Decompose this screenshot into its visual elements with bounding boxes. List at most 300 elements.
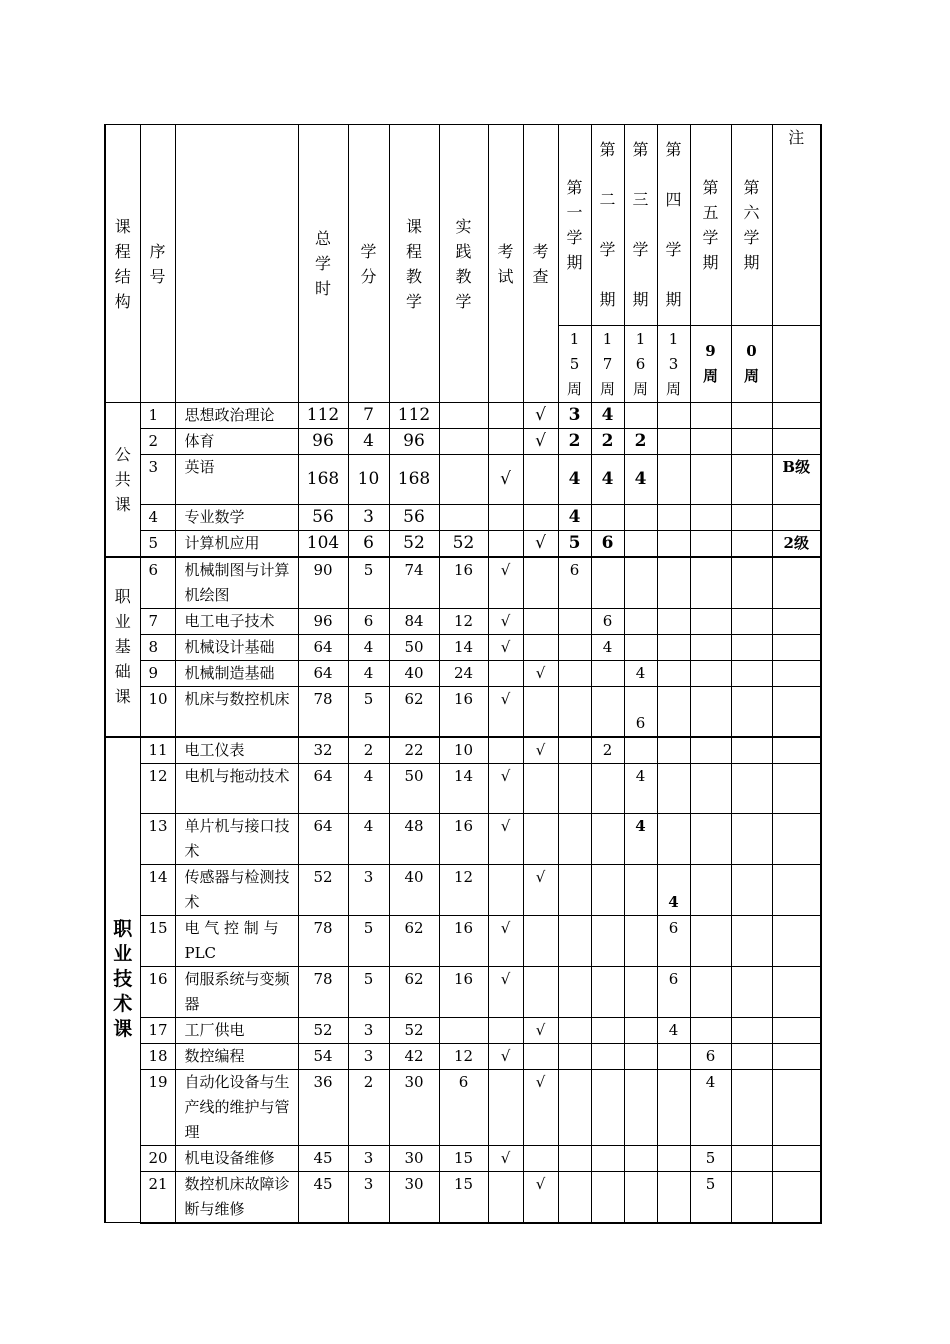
value-cell-s6 (731, 763, 772, 813)
table-row (105, 687, 821, 737)
header-note-text: 注 (788, 128, 805, 147)
value-cell-s3 (624, 403, 657, 429)
assessment-mark (523, 966, 558, 1017)
value-cell-total: 64 (298, 813, 348, 864)
exam-mark (488, 737, 523, 764)
weeks-sem2-text: 17周 (599, 329, 615, 398)
course-name: 电机与拖动技术 (175, 763, 298, 813)
value-cell-s3 (624, 557, 657, 609)
value-cell-s2 (591, 1069, 624, 1145)
value-cell-s5 (690, 737, 731, 764)
value-cell-course: 42 (389, 1043, 439, 1069)
value-cell-s3: 6 (624, 687, 657, 737)
exam-mark: √ (488, 635, 523, 661)
value-cell-credit: 3 (348, 505, 389, 531)
value-cell-s3 (624, 966, 657, 1017)
value-cell-s3: 4 (624, 813, 657, 864)
note-cell (772, 1171, 821, 1223)
header-exam (488, 125, 523, 403)
group-label-text: 公共课 (114, 445, 131, 514)
note-cell (772, 609, 821, 635)
assessment-mark: √ (523, 1017, 558, 1043)
table-row (105, 531, 821, 558)
value-cell-s1: 4 (558, 505, 591, 531)
value-cell-practice: 14 (439, 763, 488, 813)
value-cell-credit: 4 (348, 429, 389, 455)
value-cell-credit: 5 (348, 687, 389, 737)
assessment-mark: √ (523, 429, 558, 455)
assessment-mark (523, 687, 558, 737)
row-number: 11 (140, 737, 175, 764)
course-name: 专业数学 (175, 505, 298, 531)
course-name: 数控机床故障诊断与维修 (175, 1171, 298, 1223)
value-cell-practice: 15 (439, 1171, 488, 1223)
header-course-teaching (389, 125, 439, 403)
course-name: 体育 (175, 429, 298, 455)
value-cell-course: 62 (389, 915, 439, 966)
value-cell-s4 (657, 557, 690, 609)
note-cell (772, 1069, 821, 1145)
value-cell-s2 (591, 813, 624, 864)
table-row (105, 557, 821, 609)
value-cell-practice: 6 (439, 1069, 488, 1145)
note-cell (772, 864, 821, 915)
course-name: 机械设计基础 (175, 635, 298, 661)
table-row (105, 1069, 821, 1145)
table-row (105, 915, 821, 966)
value-cell-s3 (624, 864, 657, 915)
value-cell-s5: 6 (690, 1043, 731, 1069)
header-sem4-text: 第四学期 (665, 140, 682, 309)
value-cell-s1 (558, 915, 591, 966)
curriculum-body (105, 403, 821, 1223)
assessment-mark (523, 1145, 558, 1171)
value-cell-s1 (558, 609, 591, 635)
value-cell-s4 (657, 1069, 690, 1145)
row-number: 2 (140, 429, 175, 455)
value-cell-total: 45 (298, 1145, 348, 1171)
header-sem3 (624, 125, 657, 326)
value-cell-credit: 2 (348, 737, 389, 764)
table-row (105, 813, 821, 864)
value-cell-s2 (591, 915, 624, 966)
value-cell-total: 32 (298, 737, 348, 764)
value-cell-credit: 3 (348, 1171, 389, 1223)
value-cell-total: 104 (298, 531, 348, 558)
value-cell-s1 (558, 737, 591, 764)
header-row (105, 125, 821, 326)
value-cell-s2 (591, 864, 624, 915)
value-cell-s6 (731, 505, 772, 531)
value-cell-credit: 3 (348, 1145, 389, 1171)
value-cell-s4: 4 (657, 864, 690, 915)
table-row (105, 864, 821, 915)
value-cell-s3 (624, 635, 657, 661)
header-course-teaching-text: 课程教学 (405, 216, 422, 311)
value-cell-s6 (731, 1017, 772, 1043)
value-cell-practice (439, 429, 488, 455)
exam-mark: √ (488, 1043, 523, 1069)
value-cell-practice: 52 (439, 531, 488, 558)
assessment-mark (523, 915, 558, 966)
header-sem6-text: 第六学期 (743, 178, 760, 272)
weeks-sem6 (731, 326, 772, 403)
note-cell (772, 687, 821, 737)
value-cell-course: 74 (389, 557, 439, 609)
value-cell-course: 50 (389, 635, 439, 661)
value-cell-s2 (591, 505, 624, 531)
course-name: 机械制造基础 (175, 661, 298, 687)
value-cell-s2: 6 (591, 531, 624, 558)
weeks-sem5 (690, 326, 731, 403)
header-note (772, 125, 821, 326)
exam-mark (488, 1171, 523, 1223)
value-cell-course: 84 (389, 609, 439, 635)
row-number: 8 (140, 635, 175, 661)
value-cell-s5 (690, 455, 731, 505)
value-cell-s5 (690, 1017, 731, 1043)
value-cell-course: 62 (389, 966, 439, 1017)
exam-mark (488, 429, 523, 455)
value-cell-s4 (657, 687, 690, 737)
value-cell-s6 (731, 455, 772, 505)
value-cell-s5 (690, 403, 731, 429)
value-cell-s6 (731, 1145, 772, 1171)
course-name: 电工电子技术 (175, 609, 298, 635)
value-cell-practice: 12 (439, 1043, 488, 1069)
value-cell-s5 (690, 505, 731, 531)
note-cell (772, 1145, 821, 1171)
course-name: 电工仪表 (175, 737, 298, 764)
value-cell-s5: 5 (690, 1171, 731, 1223)
row-number: 9 (140, 661, 175, 687)
value-cell-s5 (690, 661, 731, 687)
value-cell-s4 (657, 813, 690, 864)
exam-mark: √ (488, 687, 523, 737)
exam-mark (488, 1017, 523, 1043)
value-cell-total: 78 (298, 966, 348, 1017)
assessment-mark: √ (523, 1069, 558, 1145)
header-sem2-text: 第二学期 (599, 140, 616, 309)
value-cell-s5: 4 (690, 1069, 731, 1145)
exam-mark (488, 864, 523, 915)
weeks-sem3-text: 16周 (632, 329, 648, 398)
value-cell-total: 64 (298, 661, 348, 687)
assessment-mark (523, 505, 558, 531)
value-cell-credit: 4 (348, 763, 389, 813)
value-cell-s2 (591, 1043, 624, 1069)
header-structure-text: 课程结构 (114, 216, 131, 311)
assessment-mark: √ (523, 864, 558, 915)
value-cell-s3 (624, 1043, 657, 1069)
row-number: 21 (140, 1171, 175, 1223)
value-cell-s6 (731, 1043, 772, 1069)
value-cell-s2 (591, 661, 624, 687)
value-cell-s4 (657, 403, 690, 429)
value-cell-practice: 16 (439, 557, 488, 609)
value-cell-credit: 2 (348, 1069, 389, 1145)
value-cell-s4: 6 (657, 966, 690, 1017)
value-cell-course: 40 (389, 864, 439, 915)
curriculum-table-sheet (104, 124, 820, 1224)
row-number: 5 (140, 531, 175, 558)
course-name: 传感器与检测技术 (175, 864, 298, 915)
row-number: 7 (140, 609, 175, 635)
course-name: 思想政治理论 (175, 403, 298, 429)
course-name: 机床与数控机床 (175, 687, 298, 737)
table-row (105, 455, 821, 505)
exam-mark: √ (488, 557, 523, 609)
course-name: 英语 (175, 455, 298, 505)
header-credits (348, 125, 389, 403)
value-cell-credit: 10 (348, 455, 389, 505)
value-cell-s2: 4 (591, 455, 624, 505)
value-cell-s1 (558, 1043, 591, 1069)
row-number: 1 (140, 403, 175, 429)
table-row (105, 1017, 821, 1043)
value-cell-credit: 6 (348, 609, 389, 635)
table-row (105, 763, 821, 813)
value-cell-course: 52 (389, 1017, 439, 1043)
note-cell (772, 661, 821, 687)
value-cell-s2: 6 (591, 609, 624, 635)
header-sem6 (731, 125, 772, 326)
curriculum-table (104, 124, 822, 1224)
assessment-mark: √ (523, 1171, 558, 1223)
value-cell-s5 (690, 609, 731, 635)
assessment-mark: √ (523, 403, 558, 429)
value-cell-s6 (731, 429, 772, 455)
value-cell-s1: 3 (558, 403, 591, 429)
value-cell-s1: 6 (558, 557, 591, 609)
value-cell-s2: 4 (591, 635, 624, 661)
value-cell-s3 (624, 1171, 657, 1223)
value-cell-s4 (657, 635, 690, 661)
exam-mark (488, 661, 523, 687)
value-cell-practice: 14 (439, 635, 488, 661)
value-cell-course: 96 (389, 429, 439, 455)
value-cell-total: 52 (298, 1017, 348, 1043)
weeks-sem3 (624, 326, 657, 403)
group-label-text: 职业技术课 (113, 918, 133, 1041)
value-cell-total: 64 (298, 635, 348, 661)
value-cell-total: 90 (298, 557, 348, 609)
value-cell-s6 (731, 687, 772, 737)
value-cell-s2 (591, 763, 624, 813)
table-row (105, 403, 821, 429)
value-cell-total: 56 (298, 505, 348, 531)
table-row (105, 1043, 821, 1069)
exam-mark: √ (488, 1145, 523, 1171)
value-cell-s1: 4 (558, 455, 591, 505)
row-number: 6 (140, 557, 175, 609)
exam-mark (488, 531, 523, 558)
value-cell-s5 (690, 864, 731, 915)
value-cell-s4 (657, 737, 690, 764)
course-name: 单片机与接口技术 (175, 813, 298, 864)
course-name: 数控编程 (175, 1043, 298, 1069)
value-cell-course: 52 (389, 531, 439, 558)
assessment-mark (523, 635, 558, 661)
exam-mark: √ (488, 455, 523, 505)
value-cell-s3: 2 (624, 429, 657, 455)
weeks-sem5-text: 9周 (702, 342, 718, 385)
value-cell-practice: 15 (439, 1145, 488, 1171)
value-cell-s1 (558, 687, 591, 737)
table-row (105, 1145, 821, 1171)
value-cell-s2: 4 (591, 403, 624, 429)
value-cell-s1: 2 (558, 429, 591, 455)
header-sem3-text: 第三学期 (632, 140, 649, 309)
value-cell-credit: 5 (348, 915, 389, 966)
table-row (105, 429, 821, 455)
value-cell-practice: 10 (439, 737, 488, 764)
value-cell-s3 (624, 737, 657, 764)
value-cell-s5 (690, 635, 731, 661)
row-number: 17 (140, 1017, 175, 1043)
assessment-mark: √ (523, 737, 558, 764)
value-cell-credit: 3 (348, 864, 389, 915)
header-assessment (523, 125, 558, 403)
value-cell-practice: 12 (439, 609, 488, 635)
value-cell-s4 (657, 763, 690, 813)
value-cell-s1 (558, 661, 591, 687)
value-cell-practice (439, 403, 488, 429)
row-number: 12 (140, 763, 175, 813)
value-cell-credit: 7 (348, 403, 389, 429)
value-cell-course: 168 (389, 455, 439, 505)
value-cell-credit: 3 (348, 1043, 389, 1069)
exam-mark (488, 403, 523, 429)
value-cell-s6 (731, 915, 772, 966)
value-cell-credit: 6 (348, 531, 389, 558)
value-cell-s4: 6 (657, 915, 690, 966)
header-sem1 (558, 125, 591, 326)
header-sem2 (591, 125, 624, 326)
header-total-hours-text: 总学时 (314, 229, 331, 298)
value-cell-s1 (558, 1145, 591, 1171)
value-cell-s1 (558, 635, 591, 661)
header-practice-teaching-text: 实践教学 (455, 216, 472, 311)
value-cell-s4 (657, 455, 690, 505)
value-cell-practice: 16 (439, 687, 488, 737)
course-name: 工厂供电 (175, 1017, 298, 1043)
header-practice-teaching (439, 125, 488, 403)
row-number: 13 (140, 813, 175, 864)
exam-mark: √ (488, 763, 523, 813)
table-row (105, 737, 821, 764)
row-number: 4 (140, 505, 175, 531)
row-number: 20 (140, 1145, 175, 1171)
value-cell-total: 52 (298, 864, 348, 915)
course-name: 电 气 控 制 与PLC (175, 915, 298, 966)
value-cell-credit: 3 (348, 1017, 389, 1043)
value-cell-s5 (690, 429, 731, 455)
header-total-hours (298, 125, 348, 403)
value-cell-total: 78 (298, 915, 348, 966)
header-seq-text: 序号 (149, 241, 166, 286)
row-number: 15 (140, 915, 175, 966)
row-number: 16 (140, 966, 175, 1017)
note-cell (772, 635, 821, 661)
value-cell-s4 (657, 609, 690, 635)
value-cell-practice: 16 (439, 813, 488, 864)
table-row (105, 505, 821, 531)
course-name: 伺服系统与变频器 (175, 966, 298, 1017)
note-cell (772, 1043, 821, 1069)
value-cell-s5 (690, 915, 731, 966)
value-cell-course: 30 (389, 1145, 439, 1171)
value-cell-s2: 2 (591, 737, 624, 764)
exam-mark: √ (488, 915, 523, 966)
value-cell-s4 (657, 531, 690, 558)
note-cell: B级 (772, 455, 821, 505)
value-cell-s3 (624, 505, 657, 531)
weeks-sem1-text: 15周 (566, 329, 582, 398)
header-assessment-text: 考查 (532, 241, 549, 286)
value-cell-s2 (591, 1171, 624, 1223)
assessment-mark (523, 813, 558, 864)
assessment-mark (523, 1043, 558, 1069)
header-credits-text: 学分 (360, 241, 377, 286)
value-cell-s2 (591, 966, 624, 1017)
value-cell-s1 (558, 864, 591, 915)
course-name: 自动化设备与生产线的维护与管理 (175, 1069, 298, 1145)
value-cell-s2: 2 (591, 429, 624, 455)
exam-mark: √ (488, 966, 523, 1017)
value-cell-s6 (731, 737, 772, 764)
value-cell-s3 (624, 609, 657, 635)
value-cell-s6 (731, 531, 772, 558)
header-sem4 (657, 125, 690, 326)
note-cell (772, 737, 821, 764)
assessment-mark (523, 763, 558, 813)
note-cell (772, 966, 821, 1017)
row-number: 3 (140, 455, 175, 505)
note-cell (772, 763, 821, 813)
value-cell-s6 (731, 661, 772, 687)
header-structure (105, 125, 140, 403)
value-cell-s2 (591, 687, 624, 737)
value-cell-s1 (558, 1171, 591, 1223)
value-cell-total: 78 (298, 687, 348, 737)
value-cell-s5: 5 (690, 1145, 731, 1171)
note-cell (772, 429, 821, 455)
value-cell-s5 (690, 687, 731, 737)
value-cell-total: 45 (298, 1171, 348, 1223)
group-label-text: 职业基础课 (114, 587, 131, 707)
weeks-note (772, 326, 821, 403)
value-cell-course: 112 (389, 403, 439, 429)
row-number: 18 (140, 1043, 175, 1069)
table-row (105, 966, 821, 1017)
note-cell (772, 505, 821, 531)
value-cell-practice (439, 455, 488, 505)
value-cell-practice: 16 (439, 966, 488, 1017)
header-sem5-text: 第五学期 (702, 178, 719, 272)
value-cell-s6 (731, 966, 772, 1017)
value-cell-s6 (731, 864, 772, 915)
weeks-sem1 (558, 326, 591, 403)
value-cell-s6 (731, 635, 772, 661)
value-cell-s2 (591, 1017, 624, 1043)
value-cell-s4 (657, 1145, 690, 1171)
value-cell-s6 (731, 1171, 772, 1223)
value-cell-s1: 5 (558, 531, 591, 558)
value-cell-s6 (731, 557, 772, 609)
value-cell-total: 36 (298, 1069, 348, 1145)
value-cell-credit: 4 (348, 661, 389, 687)
